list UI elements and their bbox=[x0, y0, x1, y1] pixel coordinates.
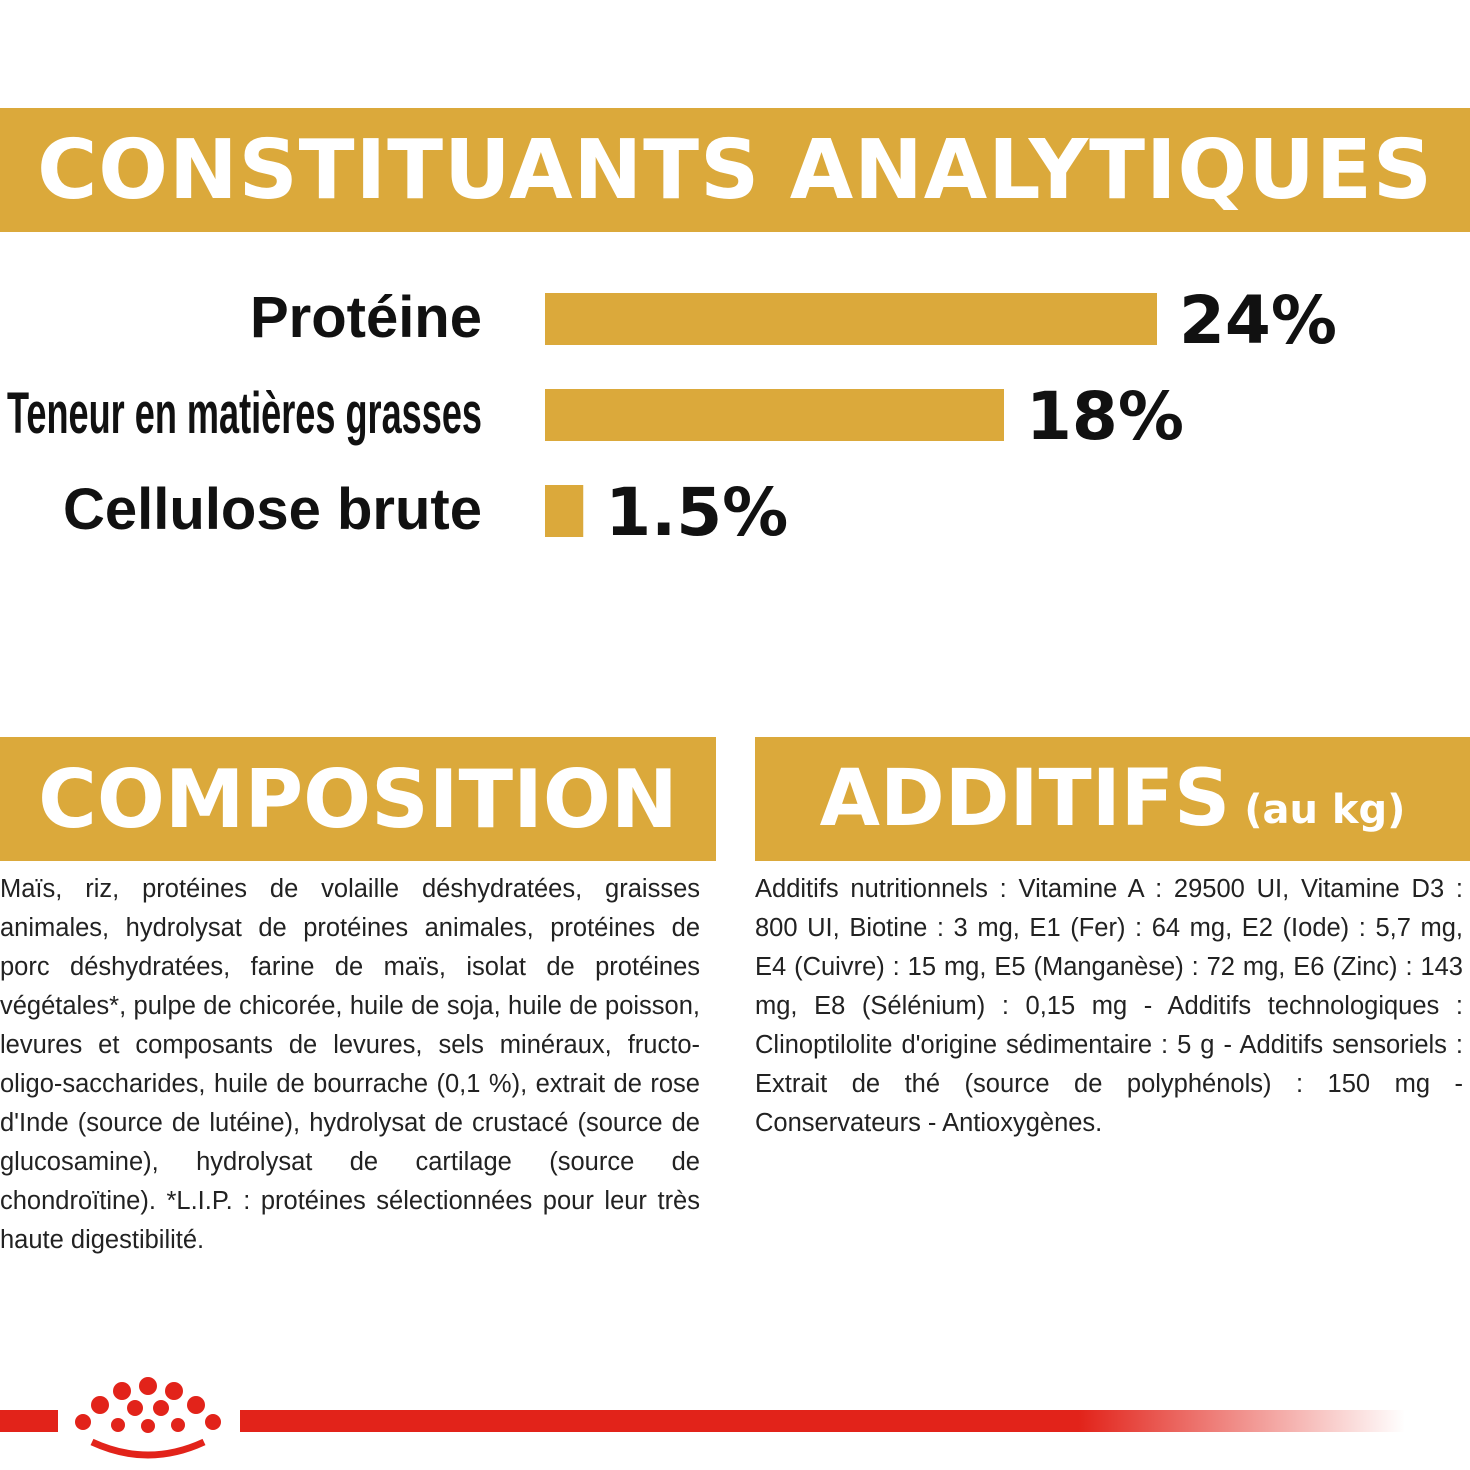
analytic-constituents-banner bbox=[0, 108, 1470, 232]
analytic-constituents-chart bbox=[0, 270, 1470, 570]
footer-line-right bbox=[240, 1410, 1405, 1432]
composition-title: COMPOSITION bbox=[38, 752, 678, 846]
royal-crown-logo-icon bbox=[75, 1377, 221, 1455]
category-label-teneur-en-matieres-grasses: Teneur en matières grasses bbox=[7, 381, 482, 446]
bar-teneur-en-matieres-grasses bbox=[545, 389, 1004, 441]
additives-title: ADDITIFS bbox=[819, 754, 1231, 844]
footer-line-left bbox=[0, 1410, 58, 1432]
additives-unit-suffix: (au kg) bbox=[1244, 787, 1406, 833]
composition-text: Maïs, riz, protéines de volaille déshydratées, graisses animales, hydrolysat de protéines animales, protéines de porc déshydratées, farine de maïs, isolat de protéines végétales*, pulpe de chicorée, huile de soja, huile de poisson, levures et composants de levures, sels minéraux, fructo-oligo-saccharides, huile de bourrache (0,1 %), extrait de rose d'Inde (source de lutéine), hydrolysat de crustacé (source de glucosamine), hydrolysat de cartilage (source de chondroïtine). *L.I.P. : protéines sélectionnées pour leur très haute digestibilité. bbox=[0, 875, 700, 1254]
bar-proteine bbox=[545, 293, 1157, 345]
additives-banner bbox=[755, 737, 1470, 861]
analytic-constituents-title: CONSTITUANTS ANALYTIQUES bbox=[37, 122, 1433, 218]
bar-cellulose-brute bbox=[545, 485, 583, 537]
composition-banner bbox=[0, 737, 716, 861]
value-label-teneur-en-matieres-grasses: 18% bbox=[1026, 378, 1184, 455]
value-label-cellulose-brute: 1.5% bbox=[605, 474, 789, 551]
category-label-proteine: Protéine bbox=[249, 285, 482, 350]
value-label-proteine: 24% bbox=[1179, 282, 1337, 359]
category-label-cellulose-brute: Cellulose brute bbox=[63, 477, 482, 542]
additives-text: Additifs nutritionnels : Vitamine A : 29500 UI, Vitamine D3 : 800 UI, Biotine : 3 mg, E1 (Fer) : 64 mg, E2 (Iode) : 5,7 mg, E4 (Cuivre) : 15 mg, E5 (Manganèse) : 72 mg, E6 (Zinc) : 143 mg, E8 (Sélénium) : 0,15 mg - Additifs technologiques : Clinoptilolite d'origine sédimentaire : 5 g - Additifs sensoriels : Extrait de thé (source de polyphénols) : 150 mg - Conservateurs - Antioxygènes. bbox=[755, 875, 1463, 1137]
brand-footer bbox=[0, 1370, 1470, 1470]
